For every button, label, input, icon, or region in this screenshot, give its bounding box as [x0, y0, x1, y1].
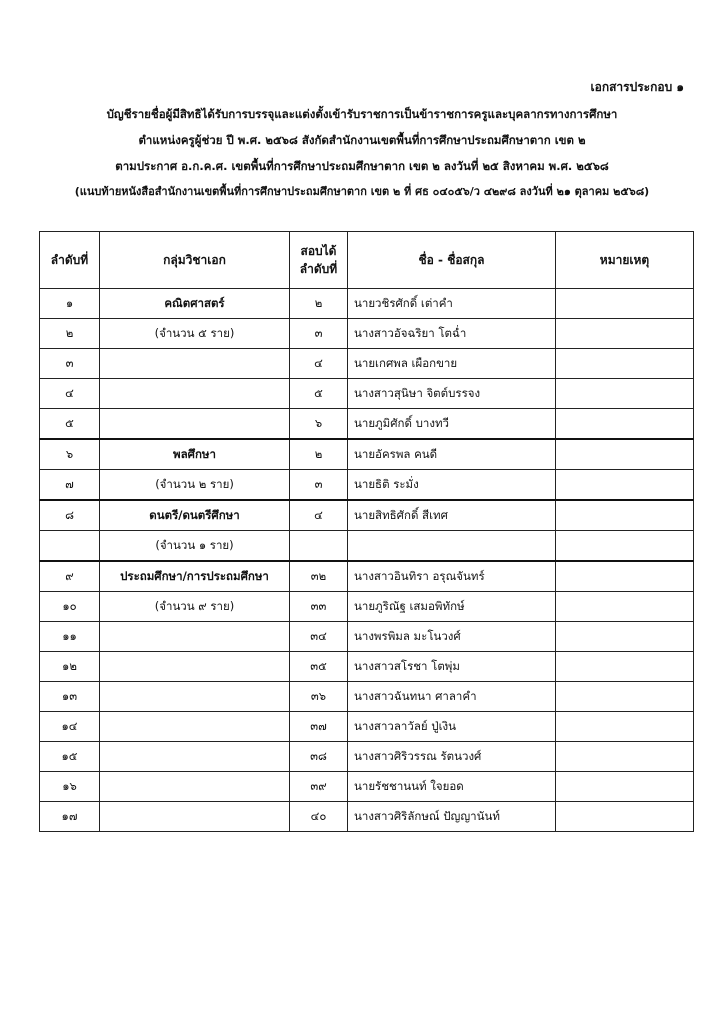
full-name-cell: นายภูริณัฐ เสมอพิทักษ์	[348, 592, 556, 622]
row-number-cell: ๑๐	[40, 592, 100, 622]
full-name-cell: นางสาวศิริวรรณ รัตนวงศ์	[348, 742, 556, 772]
exam-rank-cell: ๕	[290, 379, 348, 409]
subject-cell	[100, 742, 290, 772]
header-announcement: ตามประกาศ อ.ก.ค.ศ. เขตพื้นที่การศึกษาประถมศึกษาตาก เขต ๒ ลงวันที่ ๒๕ สิงหาคม พ.ศ. ๒๕๖๘	[115, 159, 609, 173]
table-row	[40, 772, 694, 802]
row-number-cell: ๑๖	[40, 772, 100, 802]
exam-rank-cell: ๒	[290, 289, 348, 319]
full-name-cell: นางสาวอัจฉริยา โตฉ่ำ	[348, 319, 556, 349]
remark-cell	[556, 561, 694, 592]
subject-cell: (จำนวน ๙ ราย)	[100, 592, 290, 622]
full-name-cell	[348, 531, 556, 562]
subject-cell: ดนตรี/ดนตรีศึกษา	[100, 500, 290, 531]
column-header-note: หมายเหตุ	[556, 232, 694, 289]
table-header-row	[40, 232, 694, 289]
exam-rank-cell: ๓๖	[290, 682, 348, 712]
table-row	[40, 682, 694, 712]
full-name-cell: นางสาวสโรชา โตพุ่ม	[348, 652, 556, 682]
exam-rank-cell: ๒	[290, 439, 348, 470]
remark-cell	[556, 500, 694, 531]
exam-rank-cell: ๓	[290, 470, 348, 501]
table-row	[40, 802, 694, 832]
exam-rank-cell: ๓๙	[290, 772, 348, 802]
header-attachment-note: (แนบท้ายหนังสือสำนักงานเขตพื้นที่การศึกษาประถมศึกษาตาก เขต ๒ ที่ ศธ ๐๔๐๕๖/ว ๔๒๙๘ ลงวันที่ ๒๑ ตุลาคม ๒๕๖๘)	[74, 185, 650, 198]
exam-rank-cell: ๖	[290, 409, 348, 440]
full-name-cell: นายธิติ ระมั่ง	[348, 470, 556, 501]
table-row	[40, 622, 694, 652]
remark-cell	[556, 802, 694, 832]
remark-cell	[556, 682, 694, 712]
subject-cell	[100, 772, 290, 802]
row-number-cell: ๖	[40, 439, 100, 470]
document-reference: เอกสารประกอบ ๑	[590, 80, 684, 94]
remark-cell	[556, 622, 694, 652]
table-row	[40, 742, 694, 772]
full-name-cell: นางพรพิมล มะโนวงศ์	[348, 622, 556, 652]
remark-cell	[556, 409, 694, 440]
table-row	[40, 409, 694, 440]
row-number-cell: ๑๗	[40, 802, 100, 832]
subject-cell: คณิตศาสตร์	[100, 289, 290, 319]
row-number-cell: ๑๓	[40, 682, 100, 712]
full-name-cell: นายเกศพล เผือกขาย	[348, 349, 556, 379]
table-row	[40, 712, 694, 742]
subject-cell	[100, 652, 290, 682]
row-number-cell: ๘	[40, 500, 100, 531]
roster-table	[39, 231, 694, 832]
table-row	[40, 500, 694, 531]
full-name-cell: นายรัชชานนท์ ใจยอด	[348, 772, 556, 802]
row-number-cell: ๑๕	[40, 742, 100, 772]
exam-rank-cell: ๔	[290, 349, 348, 379]
exam-rank-cell: ๓๕	[290, 652, 348, 682]
remark-cell	[556, 289, 694, 319]
exam-rank-cell: ๔๐	[290, 802, 348, 832]
subject-cell	[100, 379, 290, 409]
full-name-cell: นายสิทธิศักดิ์ สีเทศ	[348, 500, 556, 531]
remark-cell	[556, 772, 694, 802]
table-row	[40, 561, 694, 592]
row-number-cell: ๑	[40, 289, 100, 319]
exam-rank-cell	[290, 531, 348, 562]
full-name-cell: นางสาวฉันทนา ศาลาคำ	[348, 682, 556, 712]
full-name-cell: นายภูมิศักดิ์ บางทวี	[348, 409, 556, 440]
subject-cell: (จำนวน ๒ ราย)	[100, 470, 290, 501]
exam-rank-cell: ๓๒	[290, 561, 348, 592]
remark-cell	[556, 379, 694, 409]
row-number-cell: ๗	[40, 470, 100, 501]
column-header-no: ลำดับที่	[40, 232, 100, 289]
subject-cell	[100, 712, 290, 742]
row-number-cell: ๑๑	[40, 622, 100, 652]
full-name-cell: นางสาวลาวัลย์ ปู่เงิน	[348, 712, 556, 742]
table-row	[40, 439, 694, 470]
remark-cell	[556, 319, 694, 349]
remark-cell	[556, 349, 694, 379]
document-header	[0, 101, 724, 205]
remark-cell	[556, 742, 694, 772]
full-name-cell: นายอัครพล คนดี	[348, 439, 556, 470]
full-name-cell: นางสาวอินทิรา อรุณจันทร์	[348, 561, 556, 592]
full-name-cell: นายวชิรศักดิ์ เต่าคำ	[348, 289, 556, 319]
full-name-cell: นางสาวศิริลักษณ์ ปัญญานันท์	[348, 802, 556, 832]
header-position: ตำแหน่งครูผู้ช่วย ปี พ.ศ. ๒๕๖๘ สังกัดสำนักงานเขตพื้นที่การศึกษาประถมศึกษาตาก เขต ๒	[138, 133, 586, 147]
row-number-cell: ๙	[40, 561, 100, 592]
remark-cell	[556, 712, 694, 742]
column-header-rank-line1: สอบได้	[300, 244, 337, 258]
exam-rank-cell: ๓	[290, 319, 348, 349]
remark-cell	[556, 531, 694, 562]
subject-cell	[100, 349, 290, 379]
subject-cell	[100, 682, 290, 712]
subject-cell	[100, 409, 290, 440]
row-number-cell: ๒	[40, 319, 100, 349]
subject-cell: (จำนวน ๑ ราย)	[100, 531, 290, 562]
full-name-cell: นางสาวสุนิษา จิตต์บรรจง	[348, 379, 556, 409]
table-row	[40, 289, 694, 319]
table-row	[40, 470, 694, 501]
header-title: บัญชีรายชื่อผู้มีสิทธิได้รับการบรรจุและแต่งตั้งเข้ารับราชการเป็นข้าราชการครูและบุคลากรทางการศึกษา	[106, 107, 618, 121]
subject-cell	[100, 622, 290, 652]
column-header-name: ชื่อ - ชื่อสกุล	[348, 232, 556, 289]
row-number-cell: ๕	[40, 409, 100, 440]
exam-rank-cell: ๓๘	[290, 742, 348, 772]
table-row	[40, 379, 694, 409]
table-body	[40, 289, 694, 832]
remark-cell	[556, 652, 694, 682]
remark-cell	[556, 439, 694, 470]
exam-rank-cell: ๓๗	[290, 712, 348, 742]
exam-rank-cell: ๓๓	[290, 592, 348, 622]
subject-cell	[100, 802, 290, 832]
row-number-cell: ๔	[40, 379, 100, 409]
table-row	[40, 592, 694, 622]
row-number-cell: ๑๔	[40, 712, 100, 742]
table-row	[40, 349, 694, 379]
subject-cell: (จำนวน ๕ ราย)	[100, 319, 290, 349]
exam-rank-cell: ๔	[290, 500, 348, 531]
remark-cell	[556, 592, 694, 622]
table-row	[40, 652, 694, 682]
row-number-cell: ๑๒	[40, 652, 100, 682]
remark-cell	[556, 470, 694, 501]
table-row	[40, 531, 694, 562]
exam-rank-cell: ๓๔	[290, 622, 348, 652]
subject-cell: ประถมศึกษา/การประถมศึกษา	[100, 561, 290, 592]
column-header-rank	[290, 232, 348, 289]
column-header-rank-line2: ลำดับที่	[299, 262, 338, 276]
column-header-subject: กลุ่มวิชาเอก	[100, 232, 290, 289]
subject-cell: พลศึกษา	[100, 439, 290, 470]
row-number-cell: ๓	[40, 349, 100, 379]
table-row	[40, 319, 694, 349]
row-number-cell	[40, 531, 100, 562]
